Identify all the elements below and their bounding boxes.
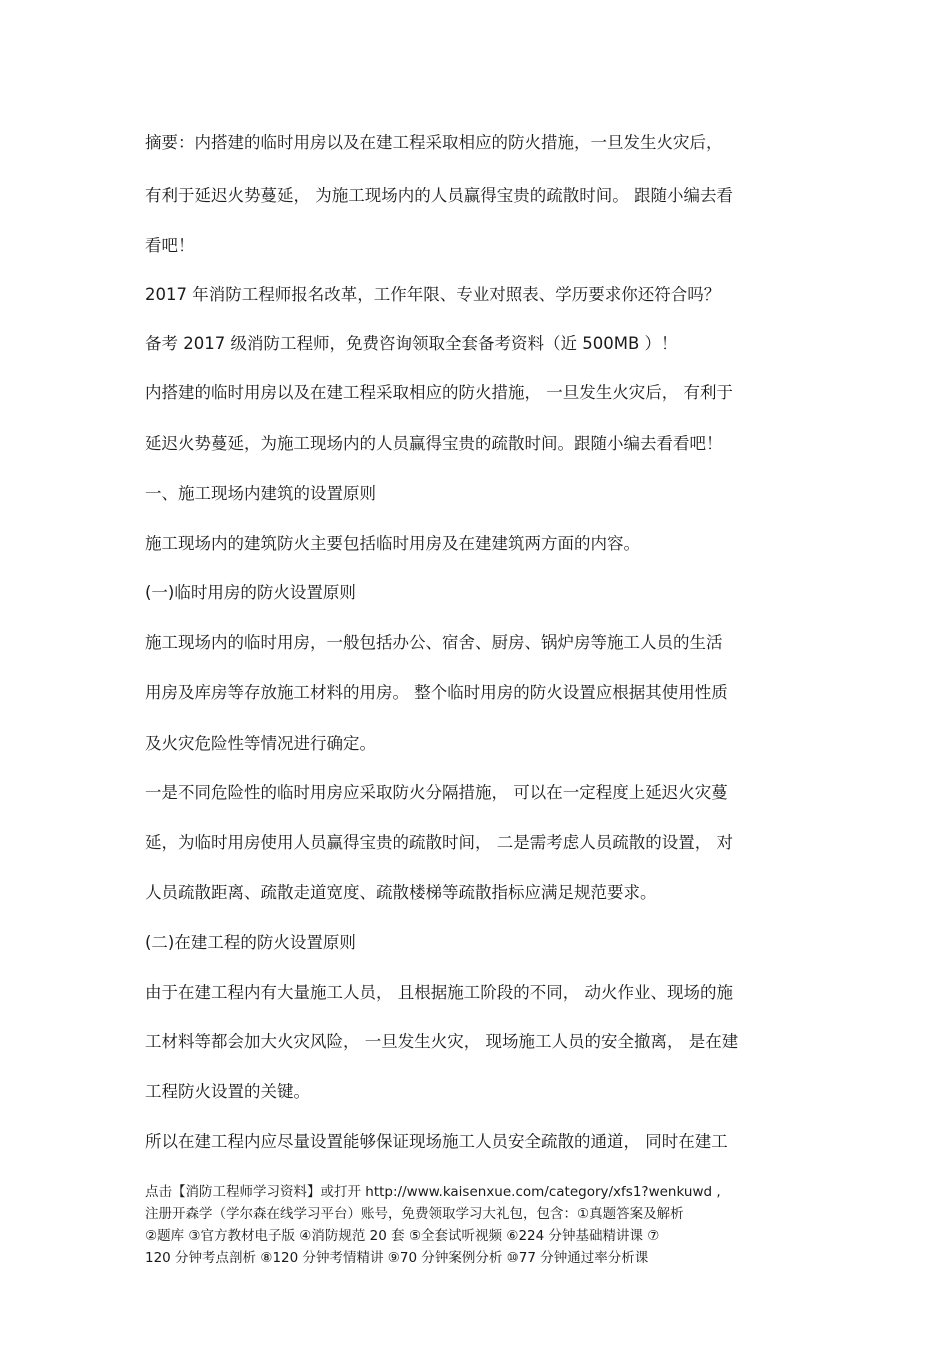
paragraph-line: 施工现场内的建筑防火主要包括临时用房及在建建筑两方面的内容。 [145,534,640,553]
footer-line: 120 分钟考点剖析 ⑧120 分钟考情精讲 ⑨70 分钟案例分析 ⑩77 分钟通过率分析课 [145,1250,649,1266]
paragraph-line: 一是不同危险性的临时用房应采取防火分隔措施， 可以在一定程度上延迟火灾蔓 [145,783,728,802]
footer-line: ②题库 ③官方教材电子版 ④消防规范 20 套 ⑤全套试听视频 ⑥224 分钟基础精讲课 ⑦ [145,1228,660,1244]
abstract-line-2: 有利于延迟火势蔓延， 为施工现场内的人员赢得宝贵的疏散时间。 跟随小编去看 [145,186,733,205]
paragraph-line: 延，为临时用房使用人员赢得宝贵的疏散时间， 二是需考虑人员疏散的设置， 对 [145,833,733,852]
promo-line-1: 2017 年消防工程师报名改革，工作年限、专业对照表、学历要求你还符合吗？ [145,285,721,304]
paragraph-line: 工材料等都会加大火灾风险， 一旦发生火灾， 现场施工人员的安全撤离， 是在建 [145,1032,739,1051]
paragraph-line: 工程防火设置的关键。 [145,1082,310,1101]
paragraph-line: 由于在建工程内有大量施工人员， 且根据施工阶段的不同， 动火作业、现场的施 [145,983,733,1002]
intro-line-2: 延迟火势蔓延，为施工现场内的人员赢得宝贵的疏散时间。跟随小编去看看吧！ [145,434,723,453]
section-heading-1: 一、施工现场内建筑的设置原则 [145,484,376,503]
subsection-heading-1: (一)临时用房的防火设置原则 [145,583,356,602]
paragraph-line: 用房及库房等存放施工材料的用房。 整个临时用房的防火设置应根据其使用性质 [145,683,728,702]
paragraph-line: 及火灾危险性等情况进行确定。 [145,734,376,753]
paragraph-line: 人员疏散距离、疏散走道宽度、疏散楼梯等疏散指标应满足规范要求。 [145,883,657,902]
intro-line-1: 内搭建的临时用房以及在建工程采取相应的防火措施， 一旦发生火灾后， 有利于 [145,383,733,402]
footer-line: 注册开森学（学尔森在线学习平台）账号，免费领取学习大礼包，包含：①真题答案及解析 [145,1206,684,1222]
promo-line-2: 备考 2017 级消防工程师，免费咨询领取全套备考资料（近 500MB ）！ [145,334,678,353]
paragraph-line: 施工现场内的临时用房，一般包括办公、宿舍、厨房、锅炉房等施工人员的生活 [145,633,723,652]
footer-link-line[interactable]: 点击【消防工程师学习资料】或打开 http://www.kaisenxue.com/category/xfs1?wenkuwd , [145,1184,721,1200]
abstract-line-3: 看吧！ [145,236,195,255]
abstract-line-1: 摘要：内搭建的临时用房以及在建工程采取相应的防火措施，一旦发生火灾后， [145,133,723,152]
subsection-heading-2: (二)在建工程的防火设置原则 [145,933,356,952]
paragraph-line: 所以在建工程内应尽量设置能够保证现场施工人员安全疏散的通道， 同时在建工 [145,1132,728,1151]
